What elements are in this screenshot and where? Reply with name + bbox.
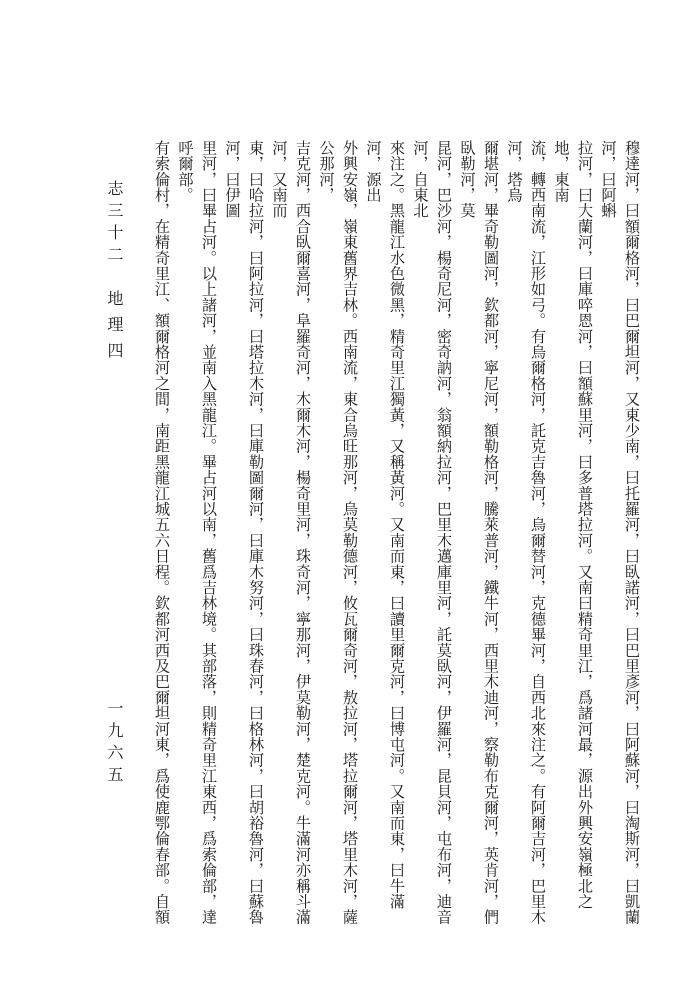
text-column: 爾堪河，畢奇勒圖河，欽都河，寧尼河，額勒格河，騰萊普河，鐵牛河，西里木迪河，察勒布克爾河，英肯河，們臥勒河，莫: [458, 140, 500, 925]
text-column: 里河，曰畢占河。以上諸河，並南入黑龍江。畢占河以南，舊爲吉林境。其部落，則精奇里江東西，爲索倫部，達呼爾部。: [176, 140, 218, 925]
text-column: 拉河，曰大蘭河，曰庫啐恩河，曰額蘇里河，曰多普塔拉河。又南曰精奇里江，爲諸河最，源出外興安嶺極北之地，東南: [552, 140, 594, 910]
text-column: 有索倫村，在精奇里江、額爾格河之間，南距黑龍江城五六日程。欽都河西及巴爾坦河東，爲使鹿鄂倫春部。自額: [153, 140, 171, 925]
text-column: 吉克河，西合臥爾喜河，阜羅奇河，木爾木河，楊奇里河，珠奇河，寧那河，伊莫勒河，楚克河。牛滿河亦稱斗滿河，又南而: [270, 140, 312, 925]
text-column: 流，轉西南流，江形如弓。有烏爾格河，託克吉魯河，烏爾替河，克德畢河，自西北來注之。有阿爾吉河，巴里木河，塔烏: [505, 140, 547, 925]
text-column: 昆河，巴沙河，楊奇尼河，密奇訥河，翁額納拉河，巴里木邁庫里河，託莫臥河，伊羅河，昆貝河，屯布河，迪音河，自東北: [411, 140, 453, 925]
chapter-label: 志三十二: [105, 180, 124, 268]
body-text: [150, 140, 643, 930]
text-column: 外興安嶺，嶺東舊界吉林。西南流，東合烏旺那河，烏莫勒德河，攸瓦爾奇河，敖拉河，塔拉爾河，塔里木河，薩公那河，: [317, 140, 359, 925]
text-column: 來注之。黑龍江水色微黑，精奇里江獨黃，又稱黃河。又南而東，曰讀里爾克河，曰博屯河。又南而東，曰牛滿河，源出: [364, 140, 406, 910]
text-column: 東，曰哈拉河，曰阿拉河，曰塔拉木河，曰庫勒圖爾河，曰庫木努河，曰珠春河，曰格林河，曰胡裕魯河，曰蘇魯河，曰伊圖: [223, 140, 265, 925]
page-margin: [100, 180, 130, 940]
page-number: 一九六五: [105, 700, 124, 788]
text-column: 穆達河，曰額爾格河，曰巴爾坦河，又東少南，曰托羅河，曰臥諾河，曰巴里彥河，曰阿蘇河，曰淘斯河，曰凱蘭河，曰阿蝌: [599, 140, 641, 925]
section-label: 地理四: [105, 290, 124, 368]
